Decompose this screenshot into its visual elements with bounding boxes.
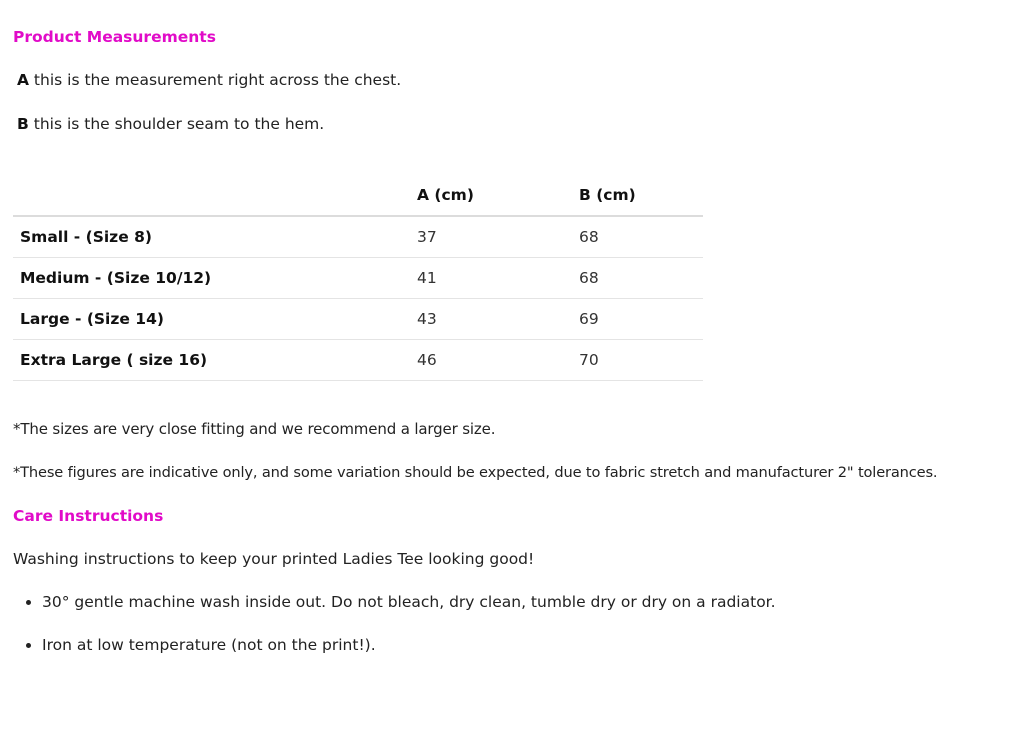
size-name-cell: Small - (Size 8) <box>13 216 410 258</box>
care-instructions-heading: Care Instructions <box>13 507 164 525</box>
table-row <box>13 340 703 381</box>
care-instructions-list <box>13 589 776 675</box>
a-cm-column-header: A (cm) <box>410 174 572 216</box>
list-item <box>13 632 776 675</box>
measurement-b-description <box>17 115 324 133</box>
measurement-b-text: this is the shoulder seam to the hem. <box>28 115 325 133</box>
care-intro-text: Washing instructions to keep your printed Ladies Tee looking good! <box>13 550 535 568</box>
b-value-cell: 70 <box>572 340 703 381</box>
list-item <box>13 589 776 632</box>
b-cm-column-header: B (cm) <box>572 174 703 216</box>
size-name-cell: Large - (Size 14) <box>13 299 410 340</box>
measurement-a-description <box>17 71 401 89</box>
a-value-cell: 41 <box>410 258 572 299</box>
table-row <box>13 258 703 299</box>
table-row <box>13 299 703 340</box>
size-column-header <box>13 174 410 216</box>
a-value-cell: 37 <box>410 216 572 258</box>
sizing-note-close-fitting: *The sizes are very close fitting and we recommend a larger size. <box>13 420 496 438</box>
care-item-text: 30° gentle machine wash inside out. Do not bleach, dry clean, tumble dry or dry on a radiator. <box>42 593 776 611</box>
bullet-icon <box>26 643 31 648</box>
size-chart-header-row <box>13 174 703 216</box>
size-name-cell: Extra Large ( size 16) <box>13 340 410 381</box>
measurement-a-text: this is the measurement right across the chest. <box>29 71 402 89</box>
measurement-a-letter: A <box>17 71 29 89</box>
a-value-cell: 43 <box>410 299 572 340</box>
size-chart-table <box>13 174 703 381</box>
a-value-cell: 46 <box>410 340 572 381</box>
product-measurements-heading: Product Measurements <box>13 28 216 46</box>
size-name-cell: Medium - (Size 10/12) <box>13 258 410 299</box>
b-value-cell: 68 <box>572 258 703 299</box>
table-row <box>13 216 703 258</box>
measurement-b-letter: B <box>17 115 29 133</box>
b-value-cell: 69 <box>572 299 703 340</box>
sizing-note-tolerances: *These figures are indicative only, and some variation should be expected, due to fabric stretch and manufacturer 2" tolerances. <box>13 464 938 481</box>
b-value-cell: 68 <box>572 216 703 258</box>
care-item-text: Iron at low temperature (not on the print!). <box>42 636 376 654</box>
bullet-icon <box>26 600 31 605</box>
